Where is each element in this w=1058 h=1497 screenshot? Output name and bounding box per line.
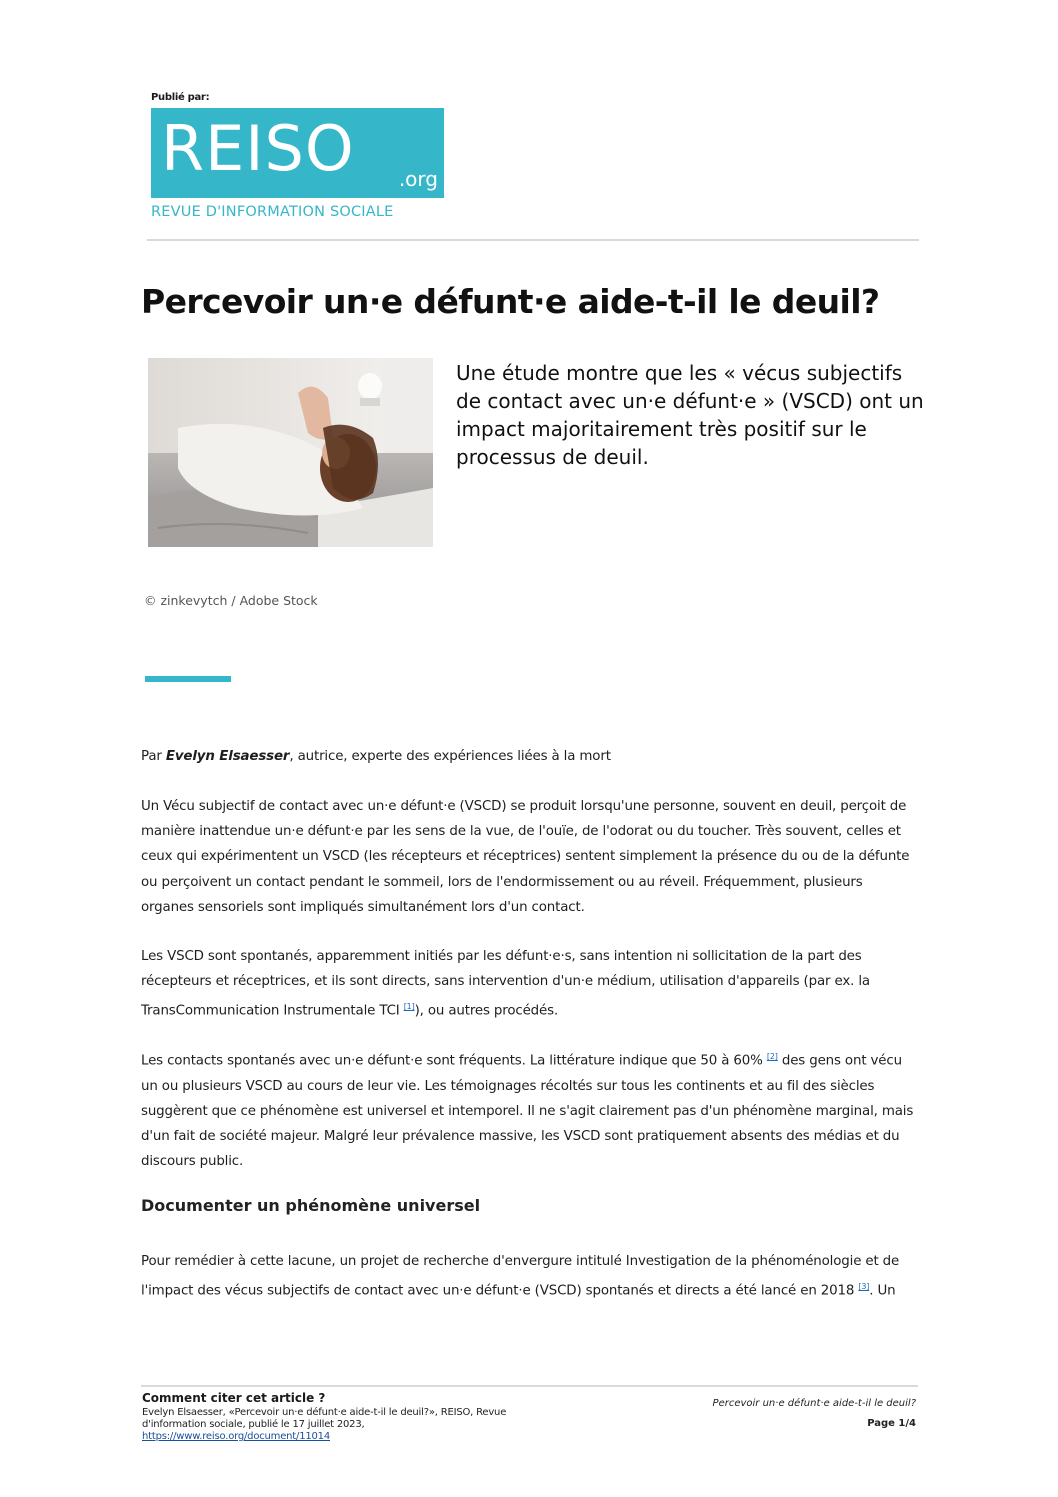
accent-bar (145, 676, 231, 682)
paragraph-2-end: ), ou autres procédés. (414, 1003, 559, 1019)
paragraph-2-text: Les VSCD sont spontanés, apparemment initiés par les défunt·e·s, sans intention ni sollicitation de la part des récepteurs et réceptrices, et ils sont directs, sans intervention d'un·e médium, utilisation d'appareils (par ex. la TransCommunication Instrumentale TCI (141, 949, 870, 1019)
article-photo (148, 358, 433, 547)
article-lead: Une étude montre que les « vécus subjectifs de contact avec un·e défunt·e » (VSCD) ont un impact majoritairement très positif sur le processus de deuil. (456, 361, 924, 469)
reiso-logo[interactable] (151, 108, 444, 198)
footnote-link-1[interactable]: [1] (403, 1002, 415, 1012)
cite-line-1: Evelyn Elsaesser, «Percevoir un·e défunt·e aide-t-il le deuil?», REISO, Revue (142, 1407, 507, 1418)
paragraph-2 (141, 944, 916, 1024)
footer-article-title: Percevoir un·e défunt·e aide-t-il le deuil? (712, 1398, 916, 1409)
photo-credit: © zinkevytch / Adobe Stock (144, 593, 318, 608)
byline-suffix: , autrice, experte des expériences liées à la mort (289, 749, 611, 764)
paragraph-4-end: . Un (869, 1283, 896, 1299)
page-number: Page 1/4 (867, 1418, 916, 1429)
author-name: Evelyn Elsaesser (165, 749, 290, 764)
published-by-label: Publié par: (151, 92, 210, 103)
cite-heading: Comment citer cet article ? (142, 1391, 326, 1405)
header-divider (147, 239, 919, 241)
paragraph-3-end: des gens ont vécu un ou plusieurs VSCD au cours de leur vie. Les témoignages récoltés sur tous les continents et au fil des siècles suggèrent que ce phénomène est universel et intemporel. Il ne s'agit clairement pas d'un phénomène marginal, mais d'un fait de société majeur. Malgré leur prévalence massive, les VSCD sont pratiquement absents des médias et du discours public. (141, 1053, 914, 1170)
paragraph-4 (141, 1249, 916, 1304)
paragraph-3-text: Les contacts spontanés avec un·e défunt·e sont fréquents. La littérature indique que 50 à 60% (141, 1053, 767, 1069)
paragraph-1: Un Vécu subjectif de contact avec un·e défunt·e (VSCD) se produit lorsqu'une personne, souvent en deuil, perçoit de manière inattendue un·e défunt·e par les sens de la vue, de l'ouïe, de l'odorat ou du toucher. Très souvent, celles et ceux qui expérimentent un VSCD (les récepteurs et réceptrices) sentent simplement la présence du ou de la défunte ou perçoivent un contact pendant le sommeil, lors de l'endormissement ou au réveil. Fréquemment, plusieurs organes sensoriels sont impliqués simultanément lors d'un contact. (141, 799, 910, 915)
logo-tld: .org (398, 167, 438, 191)
section-heading: Documenter un phénomène universel (141, 1196, 481, 1215)
cite-link[interactable]: https://www.reiso.org/document/11014 (142, 1431, 331, 1442)
cite-line-2: d'information sociale, publié le 17 juillet 2023, (142, 1419, 365, 1430)
logo-tagline: REVUE D'INFORMATION SOCIALE (151, 204, 394, 220)
logo-wordmark: REISO (161, 112, 355, 185)
footnote-link-2[interactable]: [2] (766, 1052, 778, 1061)
article-title: Percevoir un·e défunt·e aide-t-il le deuil? (141, 282, 880, 321)
footer-divider (141, 1385, 918, 1387)
paragraph-4-text: Pour remédier à cette lacune, un projet de recherche d'envergure intitulé Investigation de la phénoménologie et de l'impact des vécus subjectifs de contact avec un·e défunt·e (VSCD) spontanés et directs a été lancé en 2018 (141, 1254, 900, 1299)
paragraph-3 (141, 1044, 916, 1174)
byline (141, 744, 916, 769)
byline-prefix: Par (141, 749, 166, 764)
footnote-link-3[interactable]: [3] (858, 1282, 870, 1292)
